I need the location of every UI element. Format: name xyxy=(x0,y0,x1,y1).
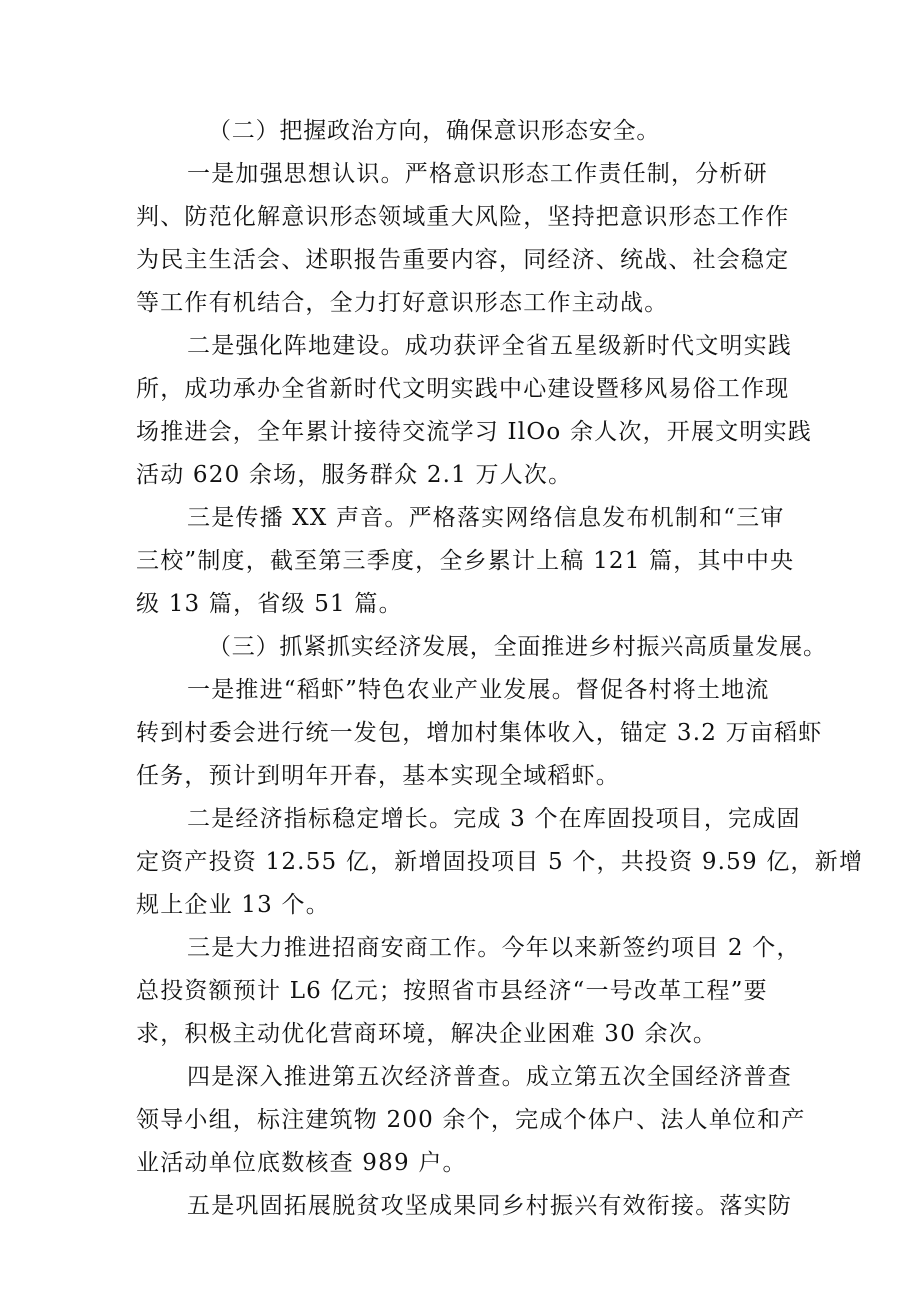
paragraph-line: 总投资额预计 L6 亿元；按照省市县经济“一号改革工程”要 xyxy=(136,978,768,1004)
paragraph-line: 规上企业 13 个。 xyxy=(136,892,330,918)
paragraph-line: 转到村委会进行统一发包，增加村集体收入，锚定 3.2 万亩稻虾 xyxy=(136,720,823,746)
paragraph-line: 领导小组，标注建筑物 200 余个，完成个体户、法人单位和产 xyxy=(136,1107,806,1133)
paragraph-line: 定资产投资 12.55 亿，新增固投项目 5 个，共投资 9.59 亿，新增 xyxy=(136,849,864,875)
paragraph-line: 求，积极主动优化营商环境，解决企业困难 30 余次。 xyxy=(136,1021,718,1047)
section-heading-2: （二）把握政治方向，确保意识形态安全。 xyxy=(208,118,661,144)
paragraph-line: 等工作有机结合，全力打好意识形态工作主动战。 xyxy=(136,290,669,316)
paragraph-line: 二是强化阵地建设。成功获评全省五星级新时代文明实践 xyxy=(187,333,792,359)
paragraph-line: 场推进会，全年累计接待交流学习 IlOo 余人次，开展文明实践 xyxy=(136,419,812,445)
section-heading-3: （三）抓紧抓实经济发展，全面推进乡村振兴高质量发展。 xyxy=(208,634,827,660)
paragraph-line: 一是加强思想认识。严格意识形态工作责任制，分析研 xyxy=(187,161,768,187)
paragraph-line: 判、防范化解意识形态领域重大风险，坚持把意识形态工作作 xyxy=(136,204,790,230)
paragraph-line: 五是巩固拓展脱贫攻坚成果同乡村振兴有效衔接。落实防 xyxy=(187,1193,792,1219)
paragraph-line: 三校”制度，截至第三季度，全乡累计上稿 121 篇，其中中央 xyxy=(136,548,795,574)
paragraph-line: 所，成功承办全省新时代文明实践中心建设暨移风易俗工作现 xyxy=(136,376,790,402)
paragraph-line: 活动 620 余场，服务群众 2.1 万人次。 xyxy=(136,462,573,488)
paragraph-line: 四是深入推进第五次经济普查。成立第五次全国经济普查 xyxy=(187,1064,792,1090)
paragraph-line: 级 13 篇，省级 51 篇。 xyxy=(136,591,403,617)
paragraph-line: 业活动单位底数核查 989 户。 xyxy=(136,1150,467,1176)
paragraph-line: 任务，预计到明年开春，基本实现全域稻虾。 xyxy=(136,763,620,789)
paragraph-line: 三是大力推进招商安商工作。今年以来新签约项目 2 个， xyxy=(187,935,801,961)
paragraph-line: 三是传播 XX 声音。严格落实网络信息发布机制和“三审 xyxy=(187,505,785,531)
paragraph-line: 一是推进“稻虾”特色农业产业发展。督促各村将土地流 xyxy=(187,677,770,703)
paragraph-line: 为民主生活会、述职报告重要内容，同经济、统战、社会稳定 xyxy=(136,247,790,273)
paragraph-line: 二是经济指标稳定增长。完成 3 个在库固投项目，完成固 xyxy=(187,806,801,832)
